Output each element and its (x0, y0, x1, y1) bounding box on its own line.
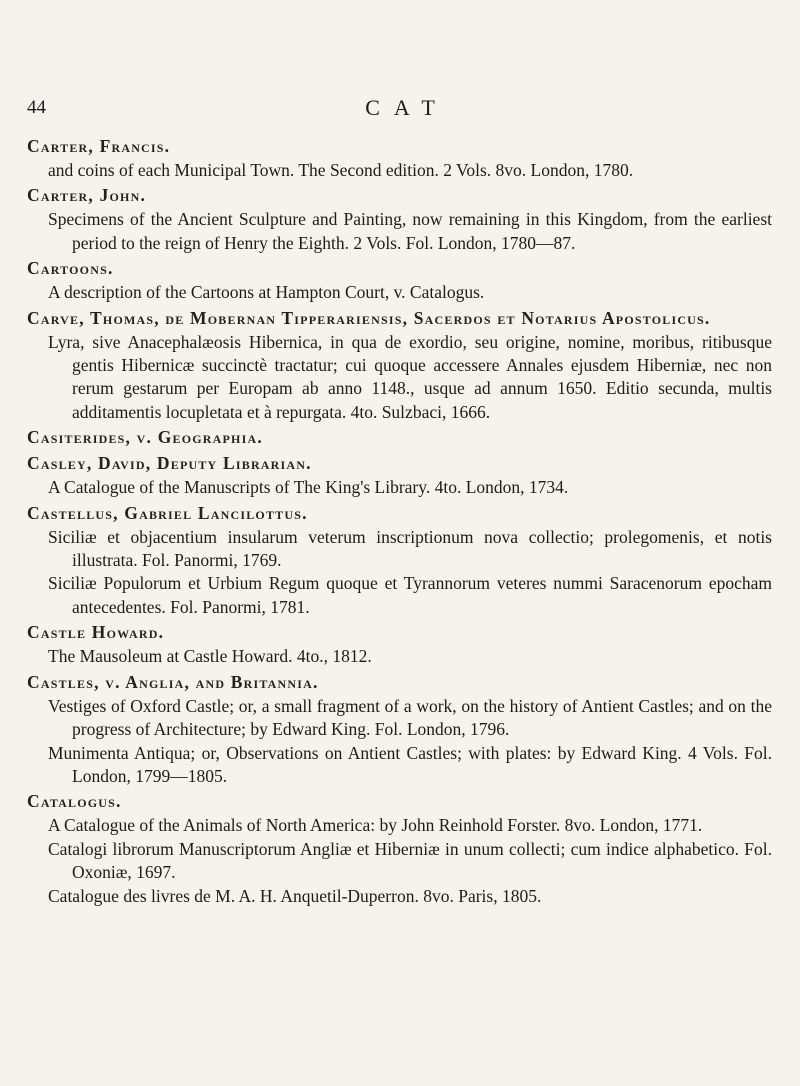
page-header (0, 95, 800, 125)
entry-item: Siciliæ et objacentium insularum veterum inscriptionum nova collectio; prolegomenis, et notis illustrata. Fol. Panormi, 1769. (48, 526, 772, 571)
entry-item: and coins of each Municipal Town. The Second edition. 2 Vols. 8vo. London, 1780. (48, 160, 634, 180)
entry-heading: Casiterides, v. Geographia. (27, 427, 263, 448)
entry-item: A Catalogue of the Animals of North America: by John Reinhold Forster. 8vo. London, 1771. (48, 815, 703, 836)
catalogue-entry (27, 669, 772, 789)
entry-heading: Catalogus. (27, 791, 122, 812)
entry-heading: Castles, v. Anglia, and Britannia. (27, 671, 319, 692)
catalogue-entry (27, 133, 772, 182)
page-number: 44 (27, 97, 46, 118)
catalogue-entry (27, 182, 772, 255)
running-head: CAT (365, 95, 449, 120)
entry-heading: Cartoons. (27, 258, 114, 279)
entry-heading: Castle Howard. (27, 622, 165, 643)
catalogue-entry (27, 424, 772, 450)
entry-item: A description of the Cartoons at Hampton Court, v. Catalogus. (48, 282, 485, 303)
entry-heading: Carter, Francis. (27, 136, 171, 156)
entry-item: Siciliæ Populorum et Urbium Regum quoque et Tyrannorum veteres nummi Saracenorum epocham antecedentes. Fol. Panormi, 1781. (48, 573, 772, 617)
entry-heading: Castellus, Gabriel Lancilottus. (27, 502, 308, 523)
catalogue-entry (27, 450, 772, 499)
entry-item: Catalogi librorum Manuscriptorum Angliæ et Hiberniæ in unum collecti; cum indice alphabetico. Fol. Oxoniæ, 1697. (48, 838, 772, 883)
catalogue-entry (27, 255, 772, 304)
catalogue-entries (27, 133, 772, 908)
entry-heading: Casley, David, Deputy Librarian. (27, 453, 312, 474)
entry-item: Vestiges of Oxford Castle; or, a small fragment of a work, on the history of Antient Castles; and on the progress of Architecture; by Edward King. Fol. London, 1796. (48, 695, 772, 740)
catalogue-entry (27, 788, 772, 908)
entry-heading: Carter, John. (27, 185, 147, 206)
catalogue-entry (27, 500, 772, 620)
entry-heading: Carve, Thomas, de Mobernan Tipperariensis, Sacerdos et Notarius Apostolicus. (27, 307, 711, 328)
entry-item: Catalogue des livres de M. A. H. Anquetil-Duperron. 8vo. Paris, 1805. (48, 885, 542, 906)
entry-item: The Mausoleum at Castle Howard. 4to., 1812. (48, 646, 372, 667)
entry-item: Munimenta Antiqua; or, Observations on Antient Castles; with plates: by Edward King. 4 Vols. Fol. London, 1799—1805. (48, 742, 772, 786)
entry-item: Lyra, sive Anacephalæosis Hibernica, in qua de exordio, seu origine, nomine, moribus, ritibusque gentis Hibernicæ succinctè tractatur; cui quoque accessere Annales ejusdem Hiberniæ, nec non rerum gestarum per Europam ab anno 1148., usque ad annum 1650. Editio secunda, multis additamentis locupletata et à repurgata. 4to. Sulzbaci, 1666. (48, 331, 772, 422)
catalogue-entry (27, 619, 772, 668)
entry-item: A Catalogue of the Manuscripts of The King's Library. 4to. London, 1734. (48, 477, 569, 498)
catalogue-entry (27, 305, 772, 425)
entry-item: Specimens of the Ancient Sculpture and Painting, now remaining in this Kingdom, from the earliest period to the reign of Henry the Eighth. 2 Vols. Fol. London, 1780—87. (48, 209, 772, 253)
